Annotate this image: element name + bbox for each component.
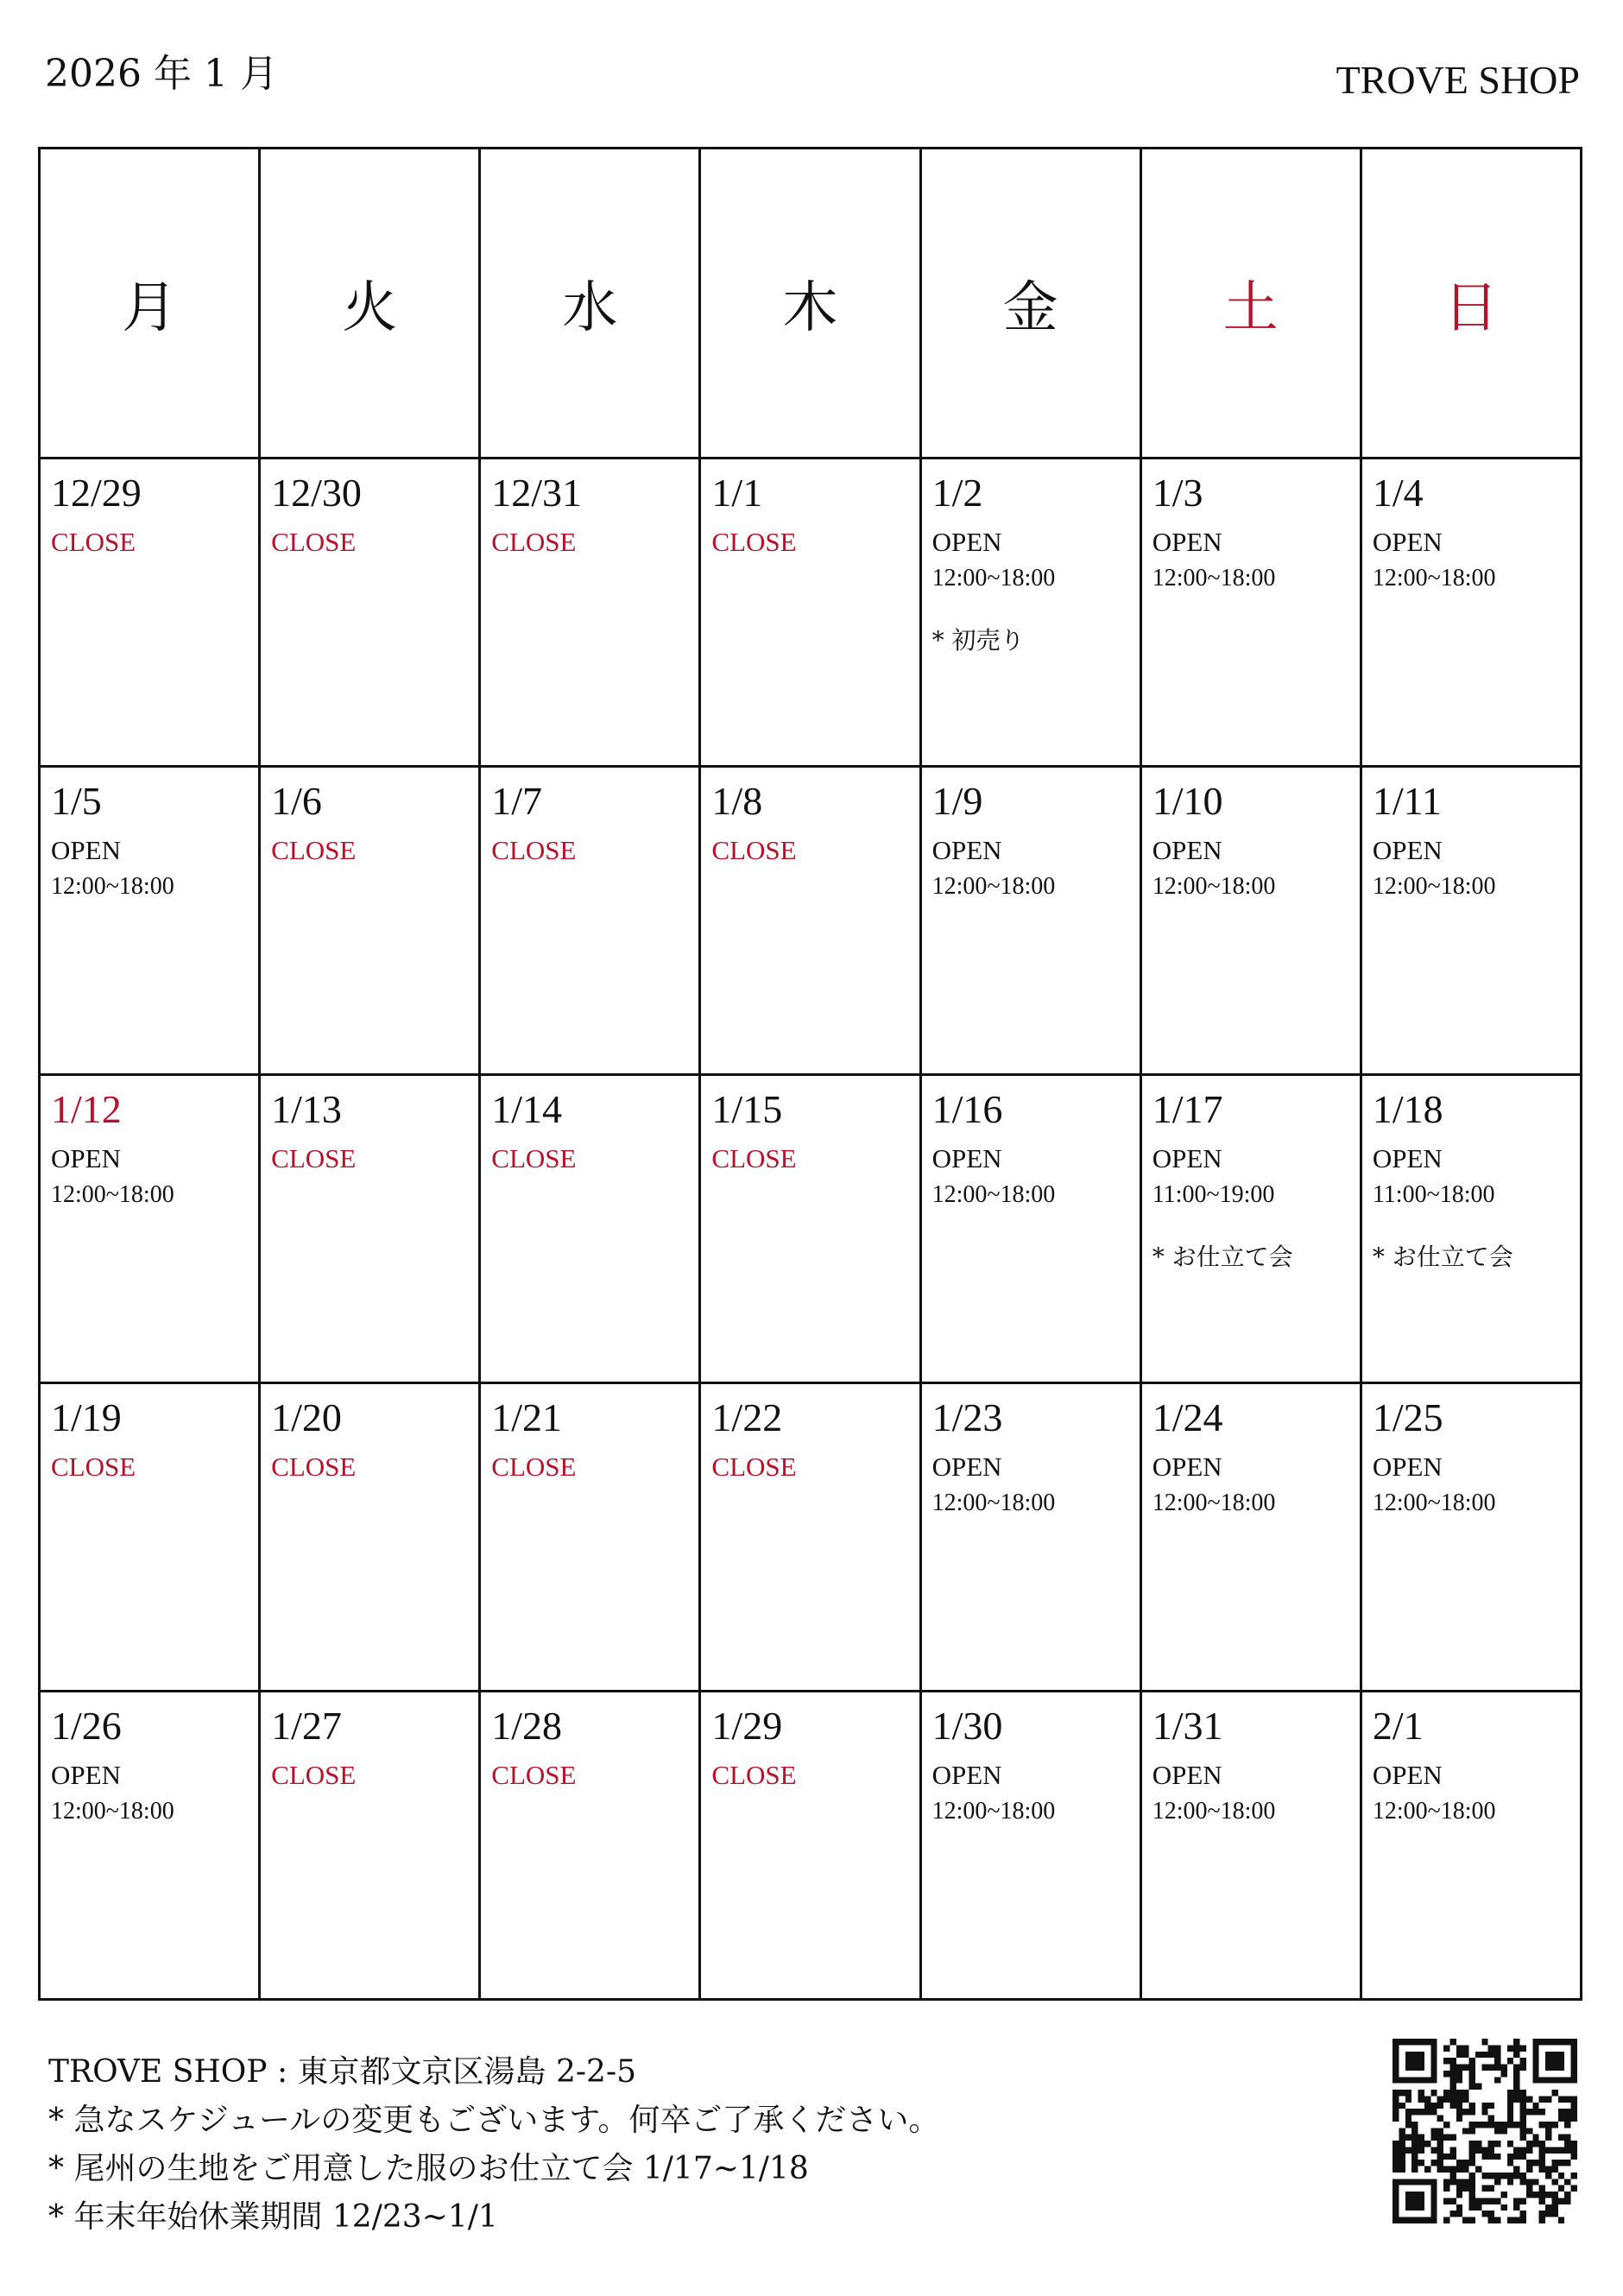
footer-info: [48, 2048, 939, 2242]
weekday-header: 土: [1140, 149, 1361, 459]
day-date: 12/29: [51, 471, 142, 515]
footer-note: * 尾州の生地をご用意した服のお仕立て会 1/17~1/18: [48, 2151, 809, 2186]
day-cell: [260, 1383, 480, 1692]
day-cell: [700, 1383, 920, 1692]
status-closed: CLOSE: [271, 1142, 357, 1173]
opening-hours: 12:00~18:00: [1372, 872, 1496, 900]
day-date: 1/11: [1372, 779, 1442, 823]
day-date: 1/8: [711, 779, 763, 823]
status-open: OPEN: [1152, 834, 1222, 865]
status-open: OPEN: [1152, 1142, 1222, 1173]
opening-hours: 12:00~18:00: [1152, 1797, 1276, 1825]
status-open: OPEN: [931, 526, 1002, 557]
day-date: 1/19: [51, 1395, 122, 1439]
day-date: 1/21: [491, 1395, 563, 1439]
shop-address: TROVE SHOP : 東京都文京区湯島 2-2-5: [48, 2054, 637, 2090]
week-row: [40, 1075, 1582, 1383]
day-date: 1/30: [931, 1704, 1003, 1748]
day-date: 1/1: [711, 471, 763, 515]
day-date: 1/10: [1152, 779, 1223, 823]
day-date: 1/15: [711, 1087, 783, 1131]
day-cell: [1361, 1383, 1581, 1692]
day-cell: [260, 459, 480, 767]
day-date: 12/30: [271, 471, 362, 515]
opening-hours: 12:00~18:00: [51, 872, 174, 900]
day-cell: [700, 767, 920, 1075]
status-closed: CLOSE: [711, 1142, 797, 1173]
day-cell: [260, 1075, 480, 1383]
status-open: OPEN: [1372, 1142, 1443, 1173]
day-cell: [1140, 1692, 1361, 2000]
status-open: OPEN: [1152, 1451, 1222, 1482]
day-date: 1/4: [1372, 471, 1424, 515]
day-cell: [480, 459, 700, 767]
day-cell: [40, 767, 260, 1075]
calendar-month-title: 2026 年 1 月: [45, 52, 278, 96]
weekday-header: 水: [480, 149, 700, 459]
opening-hours: 12:00~18:00: [931, 1180, 1056, 1208]
weekday-header: 火: [260, 149, 480, 459]
day-cell: [480, 767, 700, 1075]
opening-hours: 11:00~18:00: [1372, 1180, 1495, 1208]
day-cell: [1140, 1075, 1361, 1383]
week-row: [40, 1383, 1582, 1692]
status-closed: CLOSE: [271, 526, 357, 557]
day-cell: [40, 459, 260, 767]
opening-hours: 11:00~19:00: [1152, 1180, 1275, 1208]
day-date: 1/5: [51, 779, 102, 823]
day-date: 1/25: [1372, 1395, 1443, 1439]
day-cell: [1361, 767, 1581, 1075]
status-closed: CLOSE: [711, 1451, 797, 1482]
day-cell: [1140, 459, 1361, 767]
day-date: 1/27: [271, 1704, 342, 1748]
day-date: 1/7: [491, 779, 543, 823]
opening-hours: 12:00~18:00: [1372, 564, 1496, 591]
status-open: OPEN: [1152, 1759, 1222, 1790]
calendar-body: [40, 459, 1582, 2000]
status-open: OPEN: [1372, 834, 1443, 865]
day-date: 1/6: [271, 779, 322, 823]
day-note: * お仕立て会: [1152, 1243, 1293, 1272]
day-cell: [700, 1075, 920, 1383]
qr-code-icon[interactable]: [1392, 2039, 1577, 2223]
day-cell: [40, 1692, 260, 2000]
footer-note: * 急なスケジュールの変更もございます。何卒ご了承ください。: [48, 2103, 940, 2138]
status-open: OPEN: [51, 834, 121, 865]
day-date: 12/31: [491, 471, 583, 515]
opening-hours: 12:00~18:00: [51, 1180, 174, 1208]
day-date: 1/16: [931, 1087, 1003, 1131]
day-date: 1/31: [1152, 1704, 1223, 1748]
opening-hours: 12:00~18:00: [1372, 1797, 1496, 1825]
status-open: OPEN: [1372, 1759, 1443, 1790]
status-closed: CLOSE: [271, 1759, 357, 1790]
status-open: OPEN: [51, 1759, 121, 1790]
opening-hours: 12:00~18:00: [1152, 564, 1276, 591]
day-note: * お仕立て会: [1372, 1243, 1513, 1272]
opening-hours: 12:00~18:00: [931, 1797, 1056, 1825]
status-closed: CLOSE: [51, 526, 136, 557]
opening-hours: 12:00~18:00: [931, 564, 1056, 591]
weekday-header: 月: [40, 149, 260, 459]
day-date: 1/3: [1152, 471, 1203, 515]
status-open: OPEN: [1372, 1451, 1443, 1482]
opening-hours: 12:00~18:00: [1372, 1489, 1496, 1516]
day-date: 1/20: [271, 1395, 342, 1439]
status-open: OPEN: [931, 1759, 1002, 1790]
opening-hours: 12:00~18:00: [931, 872, 1056, 900]
day-cell: [920, 459, 1140, 767]
day-date: 1/12: [51, 1087, 122, 1131]
day-date: 1/24: [1152, 1395, 1223, 1439]
status-open: OPEN: [931, 1142, 1002, 1173]
status-closed: CLOSE: [491, 526, 577, 557]
day-cell: [260, 767, 480, 1075]
weekday-header: 金: [920, 149, 1140, 459]
footer-note: * 年末年始休業期間 12/23~1/1: [48, 2199, 498, 2235]
day-cell: [480, 1075, 700, 1383]
day-cell: [1140, 767, 1361, 1075]
status-open: OPEN: [51, 1142, 121, 1173]
day-cell: [480, 1692, 700, 2000]
status-closed: CLOSE: [711, 526, 797, 557]
weekday-header: 木: [700, 149, 920, 459]
day-date: 1/13: [271, 1087, 342, 1131]
day-cell: [700, 1692, 920, 2000]
status-closed: CLOSE: [491, 1759, 577, 1790]
week-row: [40, 1692, 1582, 2000]
day-date: 1/14: [491, 1087, 563, 1131]
opening-hours: 12:00~18:00: [1152, 1489, 1276, 1516]
status-closed: CLOSE: [271, 1451, 357, 1482]
day-date: 1/22: [711, 1395, 783, 1439]
day-cell: [1140, 1383, 1361, 1692]
status-open: OPEN: [931, 1451, 1002, 1482]
day-cell: [40, 1383, 260, 1692]
day-cell: [1361, 1692, 1581, 2000]
week-row: [40, 459, 1582, 767]
status-closed: CLOSE: [711, 834, 797, 865]
status-closed: CLOSE: [491, 1142, 577, 1173]
day-date: 1/9: [931, 779, 983, 823]
status-open: OPEN: [931, 834, 1002, 865]
day-date: 1/23: [931, 1395, 1003, 1439]
day-cell: [920, 1075, 1140, 1383]
status-open: OPEN: [1152, 526, 1222, 557]
weekday-header: 日: [1361, 149, 1581, 459]
day-cell: [700, 459, 920, 767]
day-cell: [920, 767, 1140, 1075]
day-note: * 初売り: [931, 626, 1025, 655]
status-closed: CLOSE: [271, 834, 357, 865]
day-date: 2/1: [1372, 1704, 1424, 1748]
day-date: 1/28: [491, 1704, 563, 1748]
day-cell: [260, 1692, 480, 2000]
shop-name: TROVE SHOP: [1336, 58, 1580, 102]
status-closed: CLOSE: [491, 1451, 577, 1482]
day-date: 1/26: [51, 1704, 122, 1748]
day-date: 1/2: [931, 471, 983, 515]
day-cell: [1361, 459, 1581, 767]
day-cell: [1361, 1075, 1581, 1383]
weekday-header-row: [40, 149, 1582, 459]
day-cell: [40, 1075, 260, 1383]
opening-hours: 12:00~18:00: [51, 1797, 174, 1825]
day-cell: [920, 1692, 1140, 2000]
status-closed: CLOSE: [491, 834, 577, 865]
day-cell: [920, 1383, 1140, 1692]
day-cell: [480, 1383, 700, 1692]
day-date: 1/18: [1372, 1087, 1443, 1131]
calendar-grid: [38, 147, 1582, 2001]
status-closed: CLOSE: [51, 1451, 136, 1482]
opening-hours: 12:00~18:00: [931, 1489, 1056, 1516]
day-date: 1/17: [1152, 1087, 1223, 1131]
day-date: 1/29: [711, 1704, 783, 1748]
status-closed: CLOSE: [711, 1759, 797, 1790]
week-row: [40, 767, 1582, 1075]
status-open: OPEN: [1372, 526, 1443, 557]
opening-hours: 12:00~18:00: [1152, 872, 1276, 900]
